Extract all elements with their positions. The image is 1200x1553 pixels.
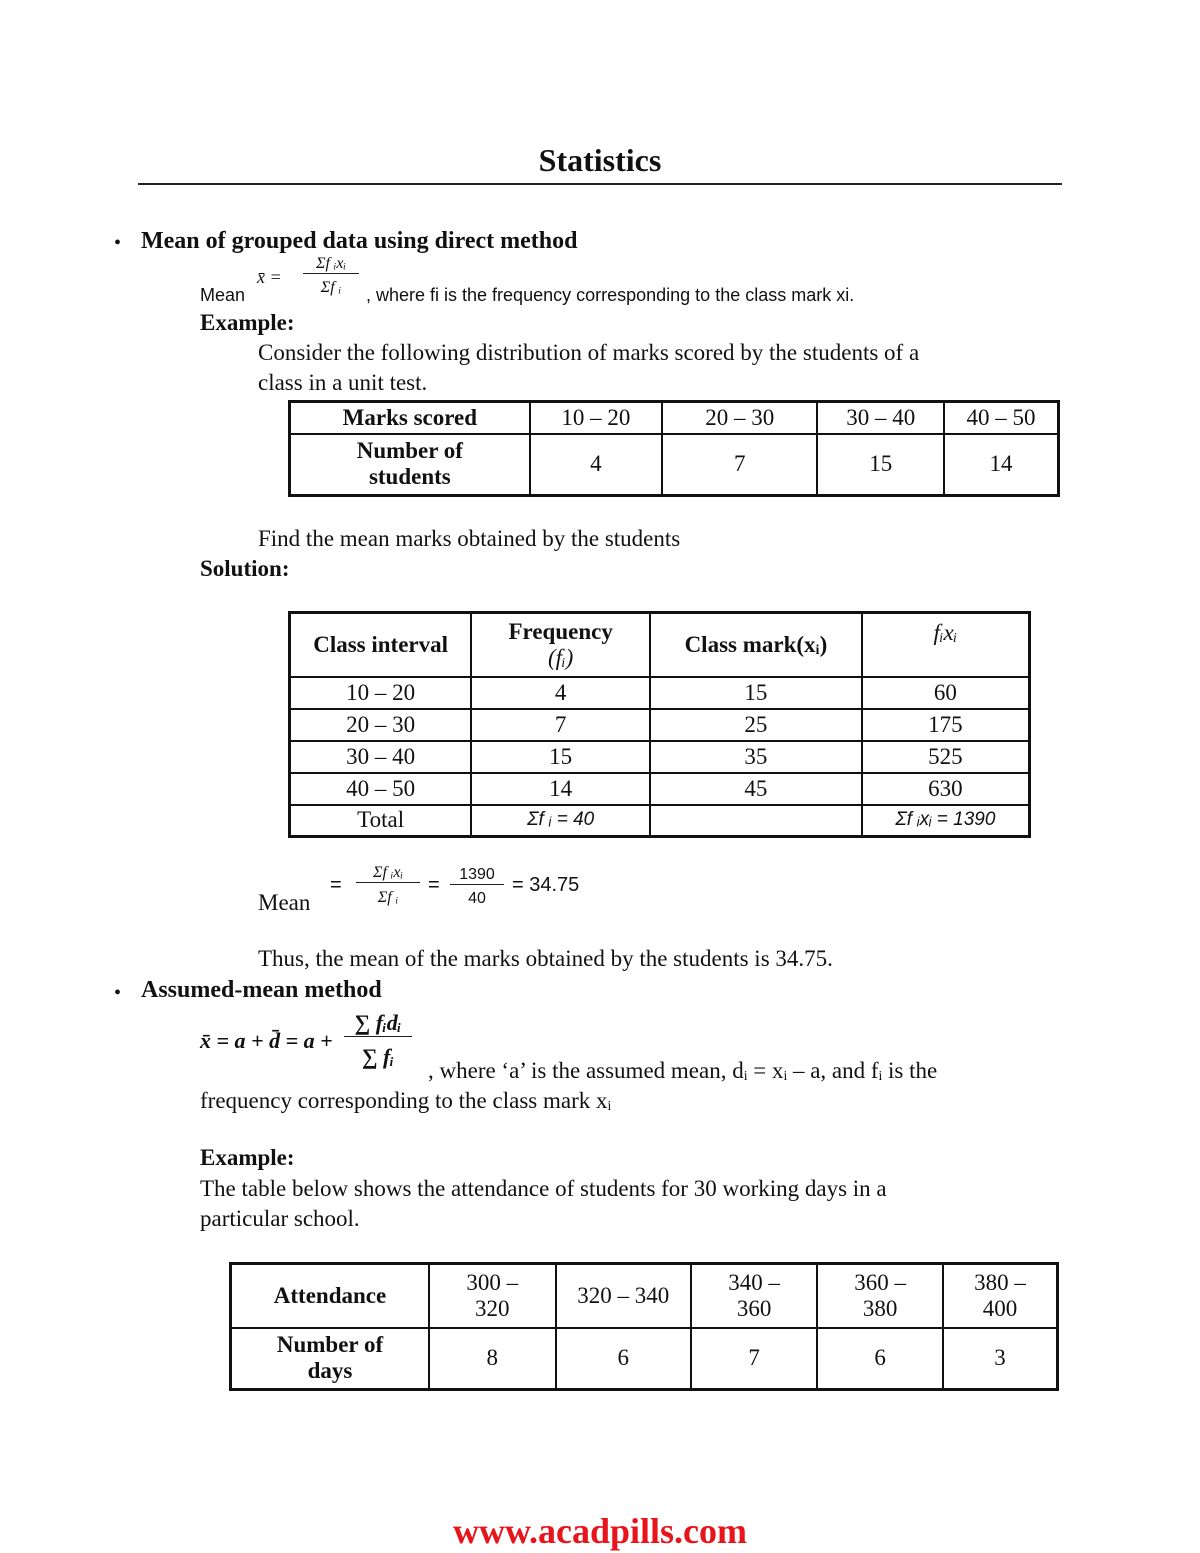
table-row (290, 741, 1030, 773)
example-label-2: Example: (200, 1145, 295, 1170)
table-row (290, 805, 1030, 837)
formula-description: , where fi is the frequency corresponding to the class mark xi. (366, 285, 855, 305)
table-cell: 20 – 30 (662, 402, 817, 434)
marks-distribution-table (288, 400, 1060, 497)
table-row (290, 434, 1059, 496)
title-divider (138, 183, 1062, 185)
conclusion-text: Thus, the mean of the marks obtained by the students is 34.75. (258, 946, 833, 971)
calc-equals-1: = (330, 874, 342, 896)
table-cell (231, 1328, 430, 1390)
table-cell: 4 (530, 434, 662, 496)
table-cell: 8 (429, 1328, 555, 1390)
table-row (290, 613, 1030, 677)
table-cell: 10 – 20 (290, 677, 472, 709)
assumed-mean-formula (200, 1008, 1060, 1088)
table-cell: 320 – 340 (556, 1264, 691, 1328)
table-cell: Class interval (290, 613, 472, 677)
example-label-1: Example: (200, 310, 295, 335)
table-cell: 30 – 40 (817, 402, 943, 434)
header-line: (fᵢ) (547, 644, 574, 670)
formula-xbar: x̄ = (257, 267, 282, 287)
example-text-2b: particular school. (200, 1206, 360, 1231)
table-cell: 40 – 50 (290, 773, 472, 805)
formula-description-2b: frequency corresponding to the class mark xᵢ (200, 1088, 612, 1113)
formula-numerator-2: ∑ fᵢdᵢ (344, 1010, 412, 1037)
table-cell: 15 (471, 741, 650, 773)
page-title: Statistics (538, 142, 662, 178)
table-cell: 40 – 50 (944, 402, 1059, 434)
table-row (290, 773, 1030, 805)
row-label-line: Number of (356, 438, 463, 464)
example-text-1a: Consider the following distribution of marks scored by the students of a (258, 340, 920, 365)
cell-line: 380 (862, 1295, 898, 1321)
calc-denominator-1: Σf ᵢ (377, 889, 399, 906)
table-cell: 25 (650, 709, 862, 741)
table-row (231, 1264, 1058, 1328)
table-row (231, 1328, 1058, 1390)
calc-denominator-2: 40 (468, 890, 486, 907)
header-line: Frequency (508, 618, 613, 644)
table-cell: 14 (471, 773, 650, 805)
formula-left: x̄ = a + d̄ = a + (200, 1028, 333, 1053)
formula-denominator: Σf ᵢ (320, 279, 342, 296)
section1-heading: Mean of grouped data using direct method (141, 228, 578, 254)
table-cell (943, 1264, 1058, 1328)
row-label-line: days (307, 1358, 353, 1384)
table-cell (471, 613, 650, 677)
calc-numerator-2: 1390 (450, 866, 504, 885)
mean-label: Mean (200, 285, 246, 305)
table-cell: 630 (862, 773, 1030, 805)
table-cell: 7 (662, 434, 817, 496)
bullet-1: • (114, 232, 122, 254)
example-text-2a: The table below shows the attendance of students for 30 working days in a (200, 1176, 887, 1201)
table-cell: 6 (817, 1328, 942, 1390)
formula-numerator: Σf ᵢxᵢ (303, 255, 359, 274)
table-cell (290, 434, 530, 496)
direct-method-formula (200, 255, 1000, 311)
footer-website-link[interactable]: www.acadpills.com (452, 1511, 747, 1551)
cell-line: 400 (982, 1295, 1018, 1321)
solution-label: Solution: (200, 556, 290, 581)
cell-line: 360 – (854, 1269, 907, 1295)
table-cell: 45 (650, 773, 862, 805)
calc-numerator-1: Σf ᵢxᵢ (356, 864, 420, 883)
table-cell: 20 – 30 (290, 709, 472, 741)
cell-line: 360 (736, 1295, 772, 1321)
table-cell: Attendance (231, 1264, 430, 1328)
table-row (290, 402, 1059, 434)
table-cell: 525 (862, 741, 1030, 773)
table-cell: Σf ᵢ = 40 (471, 805, 650, 837)
table-cell (817, 1264, 942, 1328)
table-cell: 15 (817, 434, 943, 496)
table-cell (691, 1264, 817, 1328)
formula-description-2: , where ‘a’ is the assumed mean, dᵢ = xᵢ – a, and fᵢ is the (428, 1058, 938, 1083)
formula-denominator-2: ∑ fᵢ (361, 1044, 395, 1069)
calc-result: = 34.75 (512, 874, 580, 896)
mean-calculation (258, 862, 758, 922)
table-row (290, 677, 1030, 709)
table-cell (429, 1264, 555, 1328)
example-text-1b: class in a unit test. (258, 370, 428, 395)
row-label-line: students (368, 464, 451, 490)
table-cell: 35 (650, 741, 862, 773)
table-cell: 14 (944, 434, 1059, 496)
bullet-2: • (114, 982, 122, 1004)
table-cell: 3 (943, 1328, 1058, 1390)
mean-calc-label: Mean (258, 890, 311, 915)
table-cell: 60 (862, 677, 1030, 709)
cell-line: 380 – (974, 1269, 1026, 1295)
section2-heading: Assumed-mean method (141, 977, 382, 1003)
solution-table (288, 611, 1031, 838)
table-cell: Class mark(xᵢ) (650, 613, 862, 677)
cell-line: 340 – (728, 1269, 781, 1295)
table-cell: Σf ᵢxᵢ = 1390 (862, 805, 1030, 837)
table-cell: 7 (691, 1328, 817, 1390)
table-cell: 6 (556, 1328, 691, 1390)
calc-equals-2: = (428, 874, 440, 896)
table-cell: 10 – 20 (530, 402, 662, 434)
attendance-table (229, 1262, 1059, 1391)
table-cell: 175 (862, 709, 1030, 741)
table-cell: 7 (471, 709, 650, 741)
cell-line: 300 – (466, 1269, 519, 1295)
table-cell: Marks scored (290, 402, 530, 434)
table-row (290, 709, 1030, 741)
table-cell: fᵢxᵢ (862, 613, 1030, 677)
table-cell (650, 805, 862, 837)
table-cell: 30 – 40 (290, 741, 472, 773)
table-cell: Total (290, 805, 472, 837)
cell-line: 320 (475, 1295, 510, 1321)
table-cell: 4 (471, 677, 650, 709)
question-text: Find the mean marks obtained by the students (258, 526, 681, 551)
table-cell: 15 (650, 677, 862, 709)
row-label-line: Number of (276, 1332, 384, 1358)
